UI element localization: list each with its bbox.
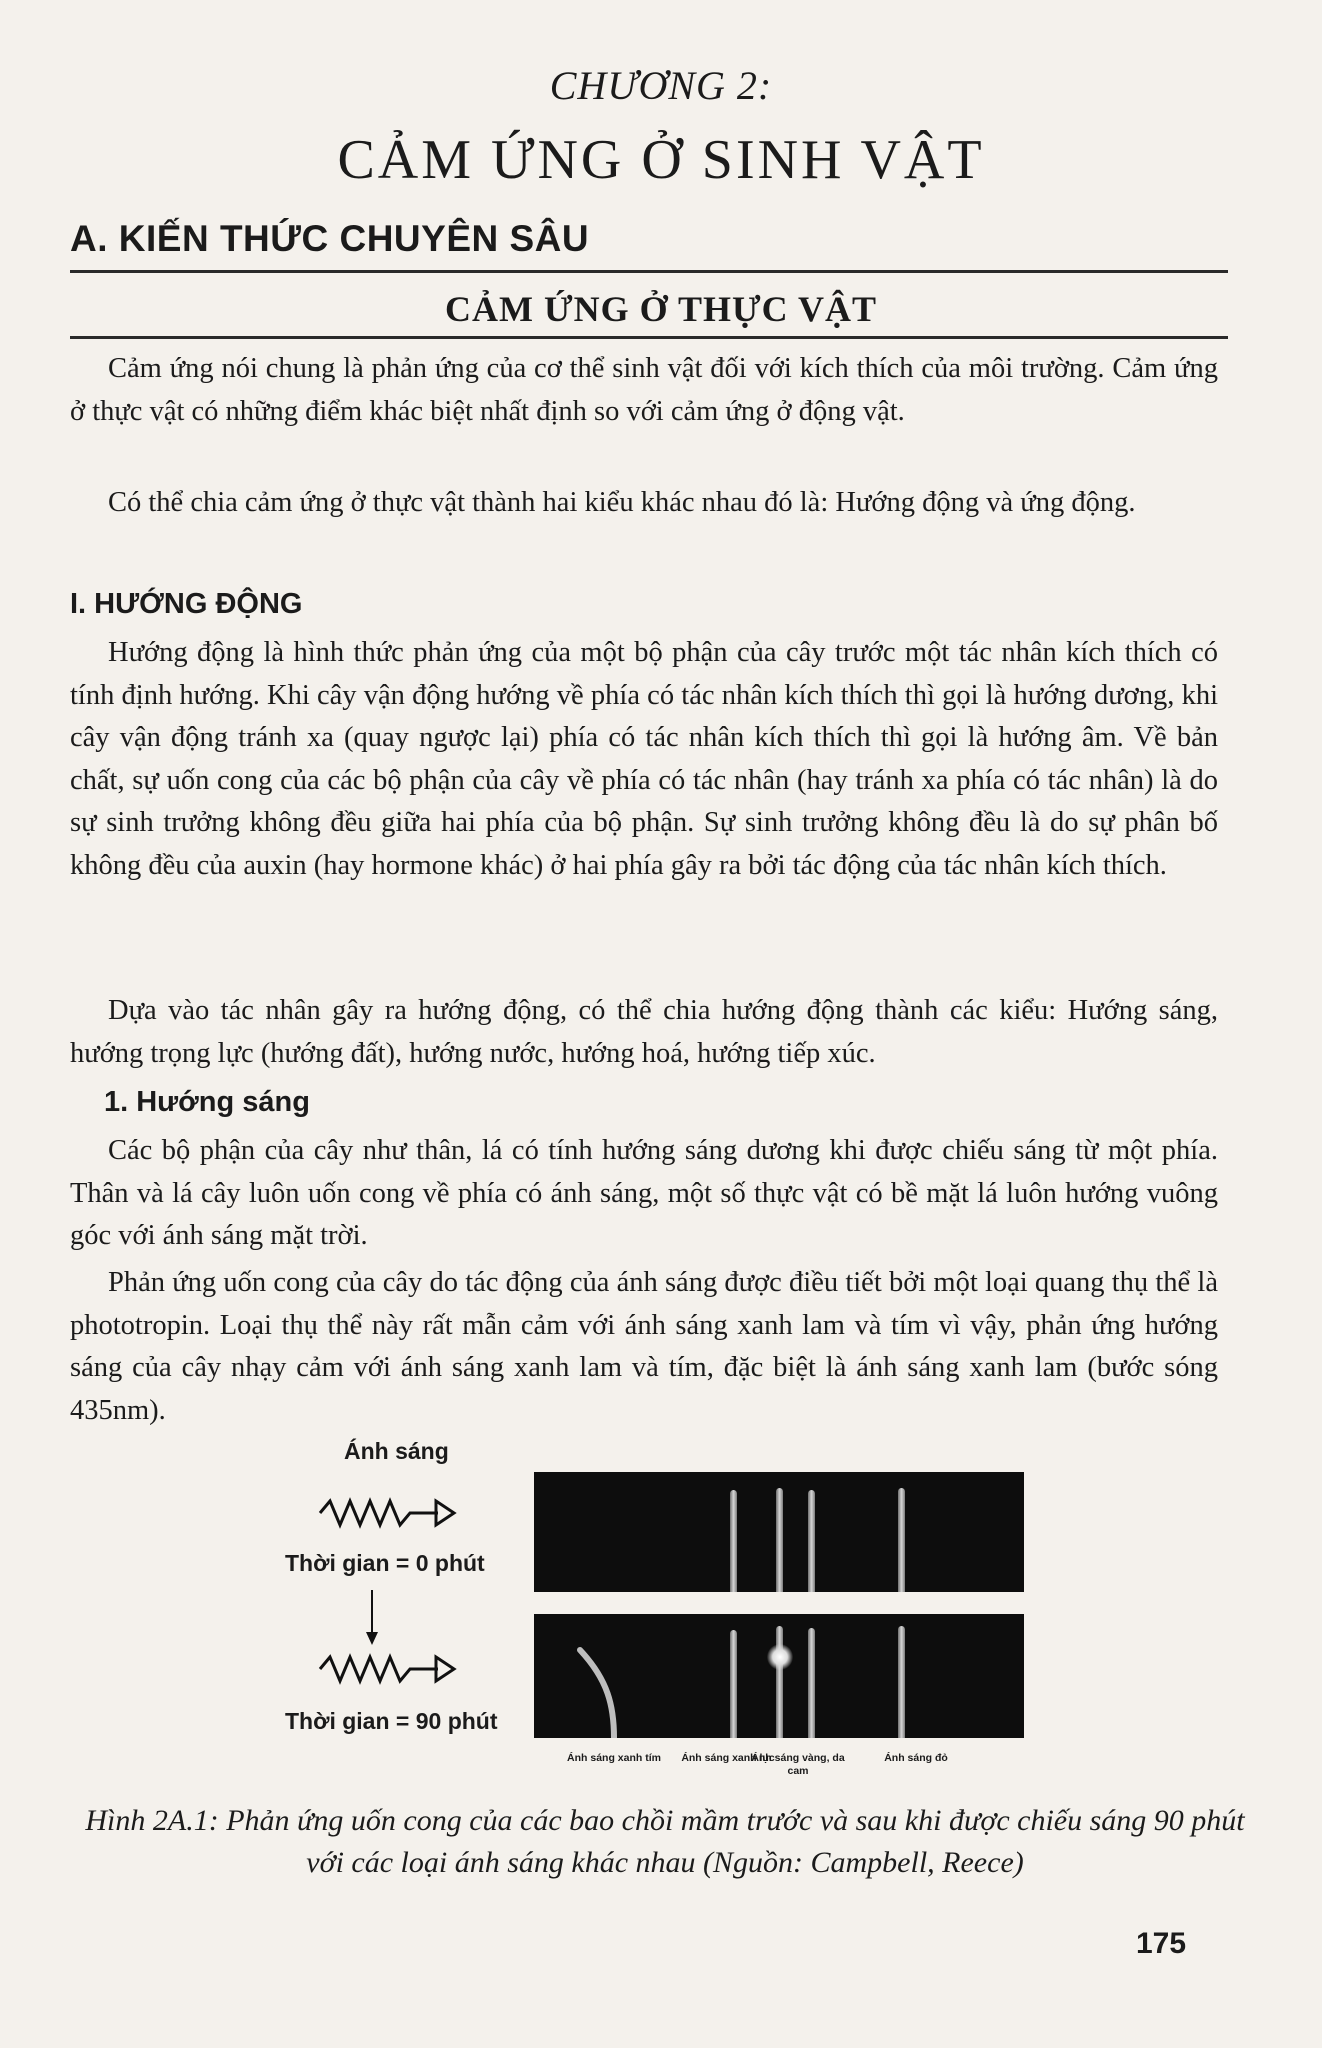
page-number: 175 <box>1136 1927 1187 1960</box>
light-type-label: Ánh sáng xanh tím <box>567 1752 661 1764</box>
coleoptile <box>776 1626 783 1738</box>
coleoptile <box>898 1626 905 1738</box>
coleoptile <box>776 1488 783 1592</box>
chapter-title: CẢM ỨNG Ở SINH VẬT <box>337 129 985 191</box>
paragraph-1: Cảm ứng nói chung là phản ứng của cơ thể sinh vật đối với kích thích của môi trường. Cảm ứng ở thực vật có những điểm khác biệt nhất định so với cảm ứng ở động vật. <box>70 353 1218 427</box>
figure-caption: Hình 2A.1: Phản ứng uốn cong của các bao chồi mầm trước và sau khi được chiếu sáng 90 phút với các loại ánh sáng khác nhau (Nguồn: Campbell, Reece) <box>85 1804 1245 1879</box>
coleoptile <box>730 1630 737 1738</box>
bent-coleoptile <box>574 1644 624 1738</box>
heading-huong-sang: 1. Hướng sáng <box>104 1086 310 1118</box>
light-arrow-icon <box>316 1644 466 1694</box>
heading-huong-dong: I. HƯỚNG ĐỘNG <box>70 588 303 620</box>
paragraph-4: Dựa vào tác nhân gây ra hướng động, có thể chia hướng động thành các kiểu: Hướng sáng, hướng trọng lực (hướng đất), hướng nước, hướng hoá, hướng tiếp xúc. <box>70 995 1218 1069</box>
subheading: CẢM ỨNG Ở THỰC VẬT <box>445 289 877 329</box>
paragraph-2: Có thể chia cảm ứng ở thực vật thành hai kiểu khác nhau đó là: Hướng động và ứng động. <box>108 487 1136 518</box>
paragraph-3: Hướng động là hình thức phản ứng của một bộ phận của cây trước một tác nhân kích thích có tính định hướng. Khi cây vận động hướng về phía có tác nhân kích thích thì gọi là hướng dương, khi cây vận động tránh xa (quay ngược lại) phía có tác nhân kích thích thì gọi là hướng âm. Về bản chất, sự uốn cong của các bộ phận của cây về phía có tác nhân (hay tránh xa phía có tác nhân) là do sự sinh trưởng không đều giữa hai phía của bộ phận. Sự sinh trưởng không đều là do sự phân bố không đều của auxin (hay hormone khác) ở hai phía gây ra bởi tác động của tác nhân kích thích. <box>70 637 1218 881</box>
coleoptile <box>808 1628 815 1738</box>
top-rule <box>70 270 1228 273</box>
time-0-label: Thời gian = 0 phút <box>285 1550 485 1576</box>
light-type-label: Ánh sáng xanh lục <box>681 1752 775 1764</box>
chapter-label: CHƯƠNG 2: <box>549 63 773 108</box>
light-label: Ánh sáng <box>344 1438 449 1464</box>
bottom-rule <box>70 336 1228 339</box>
coleoptile <box>898 1488 905 1592</box>
paragraph-6: Phản ứng uốn cong của cây do tác động của ánh sáng được điều tiết bởi một loại quang thụ thể là phototropin. Loại thụ thể này rất mẫn cảm với ánh sáng xanh lam và tím vì vậy, phản ứng hướng sáng của cây nhạy cảm với ánh sáng xanh lam và tím, đặc biệt là ánh sáng xanh lam (bước sóng 435nm). <box>70 1267 1218 1426</box>
coleoptile <box>730 1490 737 1592</box>
paragraph-5: Các bộ phận của cây như thân, lá có tính hướng sáng dương khi được chiếu sáng từ một phía. Thân và lá cây luôn uốn cong về phía có ánh sáng, một số thực vật có bề mặt lá luôn hướng vuông góc với ánh sáng mặt trời. <box>70 1135 1218 1251</box>
time-90-label: Thời gian = 90 phút <box>285 1708 498 1734</box>
section-heading-a: A. KIẾN THỨC CHUYÊN SÂU <box>70 218 590 259</box>
photo-time-90 <box>534 1614 1024 1738</box>
light-type-label: Ánh sáng vàng, da cam <box>751 1752 845 1777</box>
light-type-label: Ánh sáng đỏ <box>884 1752 948 1764</box>
photo-time-0 <box>534 1472 1024 1592</box>
light-arrow-icon <box>316 1488 466 1538</box>
coleoptile <box>808 1490 815 1592</box>
down-arrow-icon <box>362 1588 382 1648</box>
light-spot <box>767 1644 793 1670</box>
